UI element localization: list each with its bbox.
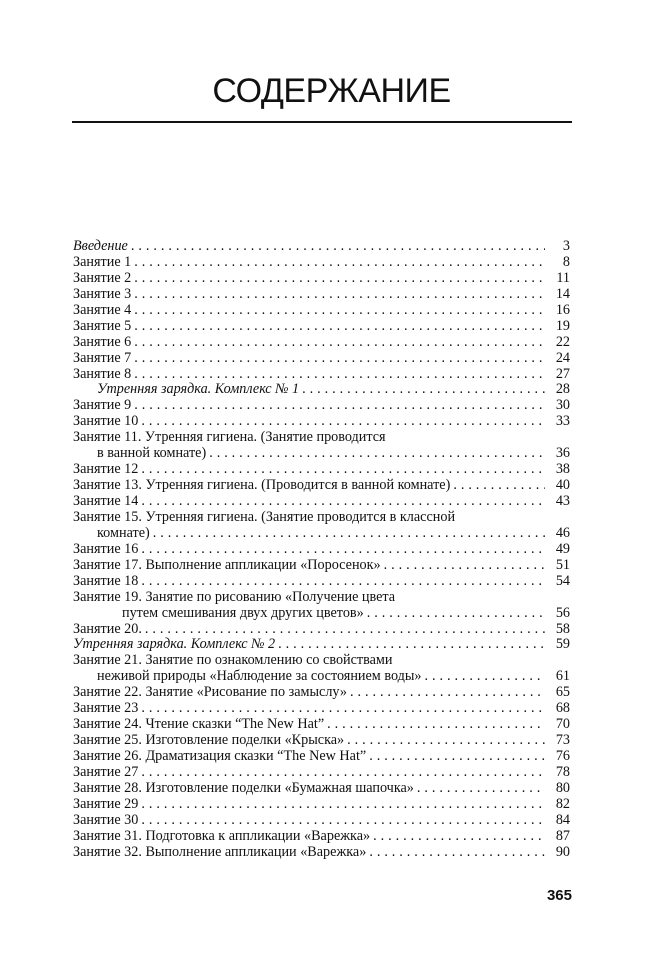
dot-leader [141, 462, 545, 478]
toc-entry [73, 382, 570, 398]
toc-entry [73, 797, 570, 813]
toc-entry-label: Занятие 27 [73, 764, 139, 780]
toc-entry [73, 733, 570, 749]
toc-entry-label: Занятие 3 [73, 286, 132, 302]
toc-entry-page: 33 [555, 413, 570, 430]
toc-entry-label: Занятие 19. Занятие по рисованию «Получение цвета [73, 589, 396, 605]
toc-entry [73, 813, 570, 829]
toc-entry-label: Занятие 2 [73, 270, 132, 286]
page-number: 365 [546, 887, 572, 904]
dot-leader [453, 478, 545, 494]
dot-leader [153, 526, 545, 542]
toc-entry-page: 73 [555, 732, 570, 749]
toc-entry [73, 701, 570, 717]
toc-entry-page: 56 [555, 604, 570, 621]
toc-entry-label: Занятие 29 [73, 796, 139, 812]
toc-entry [73, 574, 570, 590]
toc-entry-page: 78 [555, 763, 570, 780]
dot-leader [134, 335, 545, 351]
dot-leader [141, 414, 545, 430]
toc-entry-label: Занятие 31. Подготовка к аппликации «Варежка» [73, 828, 371, 844]
toc-entry [73, 526, 570, 542]
toc-entry-page: 87 [555, 827, 570, 844]
dot-leader [327, 717, 545, 733]
toc-entry-label: Занятие 5 [73, 318, 132, 334]
toc-entry-label: Занятие 15. Утренняя гигиена. (Занятие проводится в классной [73, 509, 456, 525]
toc-entry [73, 351, 570, 367]
toc-entry-label: Занятие 14 [73, 494, 139, 509]
toc-entry [73, 414, 570, 430]
toc-entry-label: Занятие 12 [73, 462, 139, 478]
toc-entry-label: Утренняя зарядка. Комплекс № 2 [73, 637, 276, 653]
dot-leader [134, 303, 545, 319]
toc-entry-label: Занятие 28. Изготовление поделки «Бумажная шапочка» [73, 780, 414, 796]
toc-entry [73, 685, 570, 701]
toc-entry-page: 14 [555, 285, 570, 302]
toc-entry [73, 845, 570, 861]
toc-entry-page: 59 [555, 636, 570, 653]
toc-entry-label: Введение [73, 239, 128, 254]
dot-leader [134, 271, 545, 287]
toc-entry-label: Занятие 7 [73, 350, 132, 366]
toc-entry [73, 717, 570, 733]
toc-entry [73, 558, 570, 574]
dot-leader [134, 367, 545, 383]
toc-entry [73, 303, 570, 319]
toc-entry [73, 622, 570, 638]
toc-entry-page: 65 [555, 684, 570, 701]
toc-entry-label: Занятие 17. Выполнение аппликации «Поросенок» [73, 557, 381, 573]
dot-leader [134, 398, 545, 414]
toc-entry [73, 637, 570, 653]
toc-entry [73, 398, 570, 414]
page-title: СОДЕРЖАНИЕ [212, 72, 451, 110]
toc-entry [73, 319, 570, 335]
toc-entry-page: 16 [555, 301, 570, 318]
dot-leader [209, 446, 545, 462]
dot-leader [141, 542, 545, 558]
title-rule [72, 121, 572, 123]
toc-entry [73, 542, 570, 558]
dot-leader [141, 701, 545, 717]
toc-entry-page: 30 [555, 397, 570, 414]
dot-leader [134, 255, 545, 271]
toc-entry [73, 478, 570, 494]
toc-entry-page: 22 [555, 333, 570, 350]
toc-entry-page: 19 [555, 317, 570, 334]
dot-leader [369, 845, 545, 861]
toc-entry [73, 653, 570, 669]
toc-entry-page: 46 [555, 524, 570, 541]
toc-entry-label: Занятие 22. Занятие «Рисование по замыслу» [73, 685, 347, 701]
toc-entry-label: Занятие 23 [73, 701, 139, 717]
toc-entry-page: 61 [555, 668, 570, 685]
toc-entry-page: 36 [555, 445, 570, 462]
toc-entry-label: Занятие 25. Изготовление поделки «Крыска» [73, 733, 345, 749]
dot-leader [424, 669, 545, 685]
dot-leader [302, 382, 545, 398]
toc-entry [73, 271, 570, 287]
toc-entry-label: Занятие 1 [73, 254, 132, 270]
toc-entry [73, 749, 570, 765]
dot-leader [145, 622, 545, 638]
toc-entry [73, 367, 570, 383]
toc-entry-page: 8 [562, 253, 570, 270]
toc-entry [73, 829, 570, 845]
dot-leader [141, 494, 545, 510]
toc-entry [73, 239, 570, 255]
dot-leader [350, 685, 545, 701]
toc-entry [73, 430, 570, 446]
toc-entry [73, 462, 570, 478]
toc-entry-label: Занятие 20. [73, 621, 142, 637]
toc-entry-label: комнате) [97, 525, 150, 541]
toc-entry-page: 58 [555, 620, 570, 637]
toc-entry-page: 90 [555, 843, 570, 860]
toc-entry-page: 70 [555, 716, 570, 733]
dot-leader [134, 287, 545, 303]
toc-entry [73, 287, 570, 303]
toc-entry [73, 255, 570, 271]
dot-leader [417, 781, 545, 797]
toc-entry-page: 84 [555, 811, 570, 828]
toc-entry-label: Занятие 26. Драматизация сказки “The New Hat” [73, 749, 367, 764]
toc-entry [73, 669, 570, 685]
toc-entry-label: Занятие 9 [73, 398, 132, 414]
toc-entry-label: неживой природы «Наблюдение за состоянием воды» [97, 669, 422, 685]
toc-entry [73, 765, 570, 781]
toc-entry-page: 24 [555, 349, 570, 366]
toc-entry-page: 76 [555, 748, 570, 764]
table-of-contents [73, 239, 570, 861]
toc-entry-page: 38 [555, 461, 570, 478]
toc-entry-label: путем смешивания двух других цветов» [122, 605, 364, 621]
toc-entry-label: Занятие 10 [73, 414, 139, 430]
toc-entry-page: 28 [555, 381, 570, 398]
toc-entry-label: Занятие 21. Занятие по ознакомлению со свойствами [73, 653, 393, 669]
dot-leader [141, 797, 545, 813]
dot-leader [131, 239, 545, 255]
toc-entry [73, 494, 570, 510]
toc-entry-label: Занятие 4 [73, 302, 132, 318]
dot-leader [134, 319, 545, 335]
toc-entry-label: Занятие 6 [73, 334, 132, 350]
dot-leader [367, 606, 545, 622]
toc-entry-page: 68 [555, 700, 570, 717]
dot-leader [384, 558, 545, 574]
dot-leader [141, 574, 545, 590]
toc-entry-label: Занятие 30 [73, 812, 139, 828]
toc-entry-page: 43 [555, 493, 570, 509]
toc-entry-label: Занятие 13. Утренняя гигиена. (Проводится в ванной комнате) [73, 478, 451, 494]
dot-leader [141, 765, 545, 781]
toc-entry-label: Занятие 11. Утренняя гигиена. (Занятие проводится [73, 430, 386, 446]
toc-entry-page: 27 [555, 365, 570, 382]
toc-entry [73, 781, 570, 797]
dot-leader [347, 733, 545, 749]
toc-entry [73, 606, 570, 622]
dot-leader [373, 829, 545, 845]
toc-entry-label: Занятие 32. Выполнение аппликации «Варежка» [73, 844, 367, 860]
toc-entry-label: в ванной комнате) [97, 446, 207, 462]
toc-entry-page: 51 [555, 556, 570, 573]
toc-entry-label: Занятие 18 [73, 573, 139, 589]
dot-leader [278, 637, 545, 653]
dot-leader [134, 351, 545, 367]
toc-entry [73, 446, 570, 462]
toc-entry-page: 49 [555, 540, 570, 557]
dot-leader [369, 749, 545, 765]
toc-entry-page: 80 [555, 779, 570, 796]
toc-entry-page: 54 [555, 572, 570, 589]
toc-entry-page: 40 [555, 477, 570, 494]
toc-entry [73, 590, 570, 606]
toc-entry-page: 3 [562, 238, 570, 254]
dot-leader [141, 813, 545, 829]
toc-entry [73, 335, 570, 351]
toc-entry-label: Занятие 16 [73, 541, 139, 557]
toc-entry [73, 510, 570, 526]
toc-entry-label: Занятие 8 [73, 366, 132, 382]
toc-entry-page: 11 [556, 269, 570, 286]
toc-entry-label: Утренняя зарядка. Комплекс № 1 [97, 382, 300, 398]
toc-entry-label: Занятие 24. Чтение сказки “The New Hat” [73, 717, 325, 733]
toc-entry-page: 82 [555, 795, 570, 812]
